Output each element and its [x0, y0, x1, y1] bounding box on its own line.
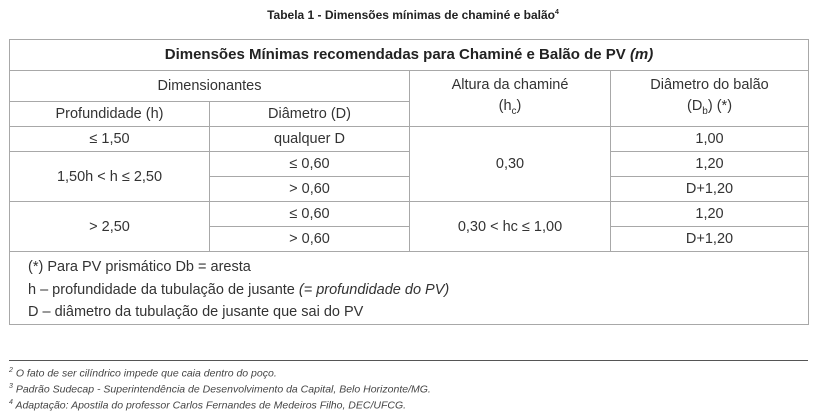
footnote-ref: 2 [9, 367, 13, 374]
depth-value: > 2,50 [89, 218, 130, 235]
depth-value: ≤ 1,50 [89, 131, 130, 147]
table-caption-text: Tabela 1 - Dimensões mínimas de chaminé e balão [267, 8, 555, 22]
table-row [10, 152, 809, 177]
balloon-header-subscript: b [702, 105, 708, 117]
balloon-value: 1,20 [695, 156, 724, 172]
height-header-line1: Altura da chaminé [451, 77, 569, 94]
diameter-cell [210, 152, 410, 177]
balloon-cell [611, 202, 809, 227]
table-row [10, 202, 809, 227]
balloon-cell [611, 127, 809, 152]
balloon-value: 1,00 [695, 131, 724, 147]
table-header-row [10, 71, 809, 102]
height-header-symbol: (h [498, 98, 512, 115]
balloon-header-close: ) (*) [707, 98, 733, 115]
note-prismatic: (*) Para PV prismático Db = aresta [28, 259, 251, 275]
balloon-value: 1,20 [695, 206, 724, 222]
diameter-value: > 0,60 [289, 181, 330, 197]
height-header-close: ) [516, 98, 522, 115]
footnote-ref: 4 [9, 399, 13, 406]
depth-header: Profundidade (h) [55, 106, 164, 122]
table-title-unit: (m) [629, 46, 654, 63]
diameter-cell [210, 127, 410, 152]
height-header-line2 [410, 97, 610, 121]
group-header-cell [10, 71, 410, 102]
height-value: 0,30 < hc ≤ 1,00 [457, 218, 563, 235]
depth-value: 1,50h < h ≤ 2,50 [56, 168, 163, 185]
height-group2-cell [410, 202, 611, 252]
balloon-value: D+1,20 [685, 231, 734, 247]
balloon-header-cell [611, 71, 809, 127]
note-depth [28, 279, 808, 302]
diameter-header-cell [210, 102, 410, 127]
footnote-text: Adaptação: Apostila do professor Carlos Fernandes de Medeiros Filho, DEC/UFCG. [15, 399, 407, 412]
diameter-cell [210, 202, 410, 227]
balloon-cell [611, 152, 809, 177]
table-caption [0, 8, 826, 22]
notes-row [10, 252, 809, 325]
height-header-cell [410, 71, 611, 127]
note-diameter: D – diâmetro da tubulação de jusante que sai do PV [28, 304, 364, 320]
footnote-ref: 3 [9, 383, 13, 390]
depth-cell [10, 127, 210, 152]
footnote-text: Padrão Sudecap - Superintendência de Desenvolvimento da Capital, Belo Horizonte/MG. [15, 383, 431, 396]
footnote-text: O fato de ser cilíndrico impede que caia dentro do poço. [15, 367, 277, 380]
dimensions-table [9, 39, 809, 325]
table-title-row [10, 40, 809, 71]
footnote-item [9, 383, 431, 396]
depth-cell [10, 202, 210, 252]
diameter-value: > 0,60 [289, 231, 330, 247]
note-depth-text: h – profundidade da tubulação de jusante [28, 281, 299, 298]
diameter-header: Diâmetro (D) [268, 106, 351, 122]
balloon-header-line1: Diâmetro do balão [650, 77, 769, 94]
height-value: 0,30 [495, 156, 525, 172]
footnote-separator [9, 360, 808, 361]
diameter-value: qualquer D [274, 131, 345, 147]
note-depth-italic: (= profundidade do PV) [298, 281, 450, 298]
diameter-cell [210, 177, 410, 202]
group-header: Dimensionantes [157, 78, 262, 94]
height-header-subscript: c [511, 105, 517, 117]
footnote-item [9, 399, 406, 412]
balloon-header-symbol: (D [686, 98, 703, 115]
caption-footnote-ref: 4 [554, 9, 559, 16]
height-group1-cell [410, 127, 611, 202]
table-row [10, 127, 809, 152]
diameter-cell [210, 227, 410, 252]
diameter-value: ≤ 0,60 [289, 206, 330, 222]
footnote-item [9, 367, 277, 380]
balloon-cell [611, 227, 809, 252]
depth-cell [10, 152, 210, 202]
notes-cell [10, 252, 809, 325]
table-title-cell [10, 40, 809, 71]
diameter-value: ≤ 0,60 [289, 156, 330, 172]
balloon-value: D+1,20 [685, 181, 734, 197]
balloon-header-line2 [611, 97, 808, 121]
depth-header-cell [10, 102, 210, 127]
table-title: Dimensões Mínimas recomendadas para Chaminé e Balão de PV [164, 46, 626, 63]
balloon-cell [611, 177, 809, 202]
